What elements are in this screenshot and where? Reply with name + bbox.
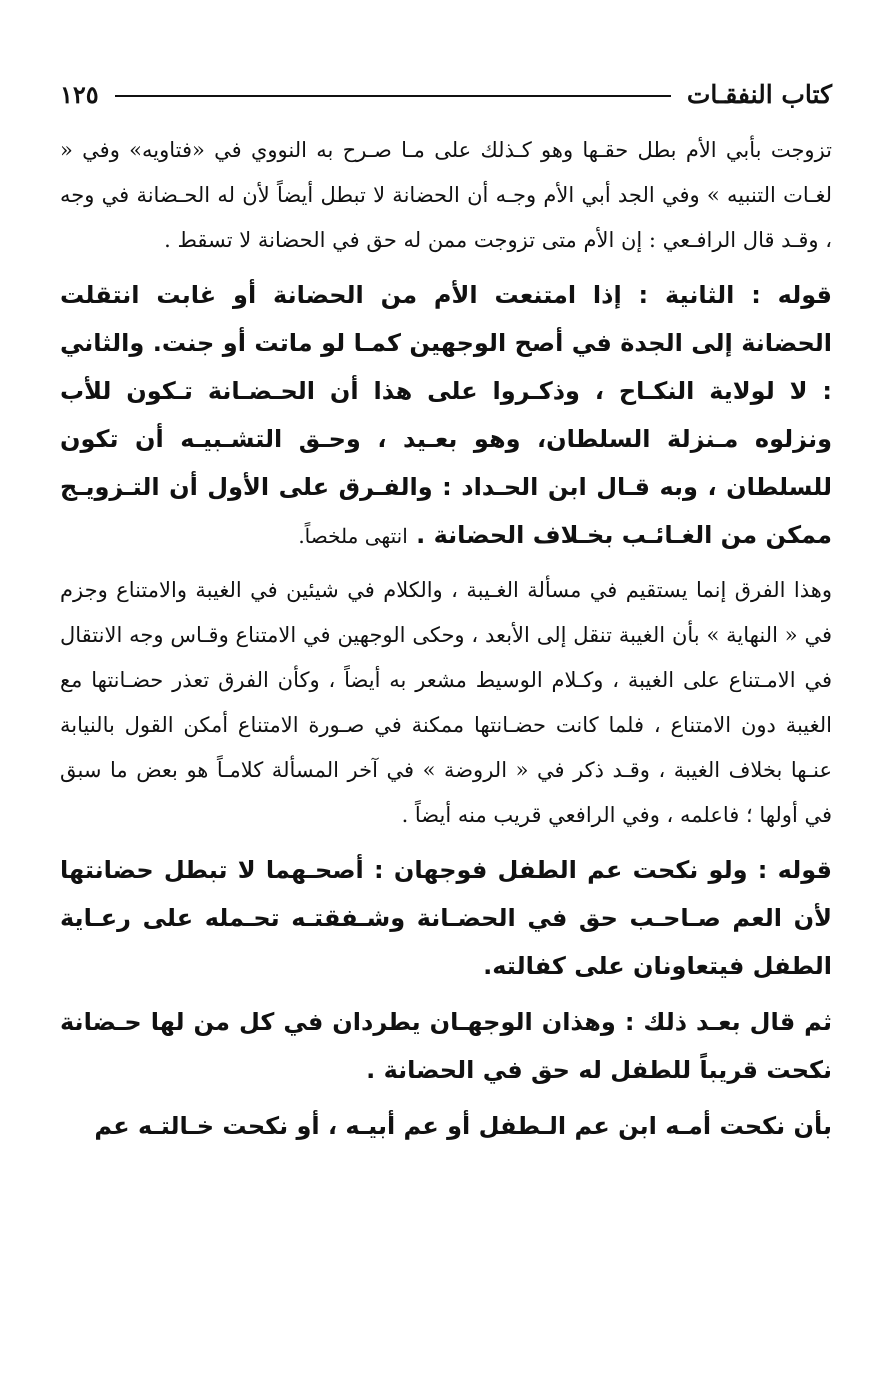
paragraph-text: قوله : الثانية : إذا امتنعت الأم من الحضانة أو غابت انتقلت الحضانة إلى الجدة في أصح الوجهين كمـا لو ماتت أو جنت. والثاني : لا لولاية النكـاح ، وذكـروا على هذا أن الحـضـانة تـكون للأب ونزلوه مـنزلة السلطان، وهو بعـيد ، وحـق التشـبيـه أن تكون للسلطان ، وبه قـال ابن الحـداد : والفـرق على الأول أن التـزويـج ممكن من الغـائـب بخـلاف الحضانة . [60, 281, 832, 549]
paragraph [60, 128, 832, 263]
paragraph [60, 271, 832, 560]
paragraph-text: قوله : ولو نكحت عم الطفل فوجهان : أصحـهما لا تبطل حضانتها لأن العم صـاحـب حق في الحضـانة وشـفقتـه تحـمله على رعـاية الطفل فيتعاونان على كفالته. [60, 856, 832, 980]
book-title: كتاب النفقـات [686, 79, 832, 109]
paragraph [60, 998, 832, 1094]
page-number: ١٢٥ [60, 79, 99, 109]
paragraph-tail: انتهى ملخصاً. [298, 524, 408, 548]
paragraph-text: بأن نكحت أمـه ابن عم الـطفل أو عم أبيـه ، أو نكحت خـالتـه عم [94, 1112, 832, 1140]
paragraph [60, 568, 832, 838]
running-header [60, 72, 832, 116]
body-text [60, 128, 832, 1150]
book-page [60, 72, 832, 1158]
paragraph [60, 1102, 832, 1150]
paragraph-text: تزوجت بأبي الأم بطل حقـها وهو كـذلك على مـا صـرح به النووي في «فتاويه» وفي « لغـات التنبيه » وفي الجد أبي الأم وجـه أن الحضانة لا تبطل أيضاً لأن له الحـضانة في وجه ، وقـد قال الرافـعي : إن الأم متى تزوجت ممن له حق في الحضانة لا تسقط . [60, 138, 832, 252]
header-rule [115, 95, 671, 97]
paragraph-text: ثم قال بعـد ذلك : وهذان الوجهـان يطردان في كل من لها حـضانة نكحت قريباً للطفل له حق في الحضانة . [60, 1008, 832, 1084]
paragraph-text: وهذا الفرق إنما يستقيم في مسألة الغـيبة ، والكلام في شيئين في الغيبة والامتناع وجزم في « النهاية » بأن الغيبة تنقل إلى الأبعد ، وحكى الوجهين في الامتناع وقـاس وجه الانتقال في الامـتناع على الغيبة ، وكـلام الوسيط مشعر به أيضاً ، وكأن الفرق تعذر حضـانتها مع الغيبة دون الامتناع ، فلما كانت حضـانتها ممكنة في صـورة الامتناع أمكن القول بالنيابة عنـها بخلاف الغيبة ، وقـد ذكر في « الروضة » في آخر المسألة كلامـاً هو بعض ما سبق في أولها ؛ فاعلمه ، وفي الرافعي قريب منه أيضاً . [60, 578, 832, 827]
paragraph [60, 846, 832, 990]
